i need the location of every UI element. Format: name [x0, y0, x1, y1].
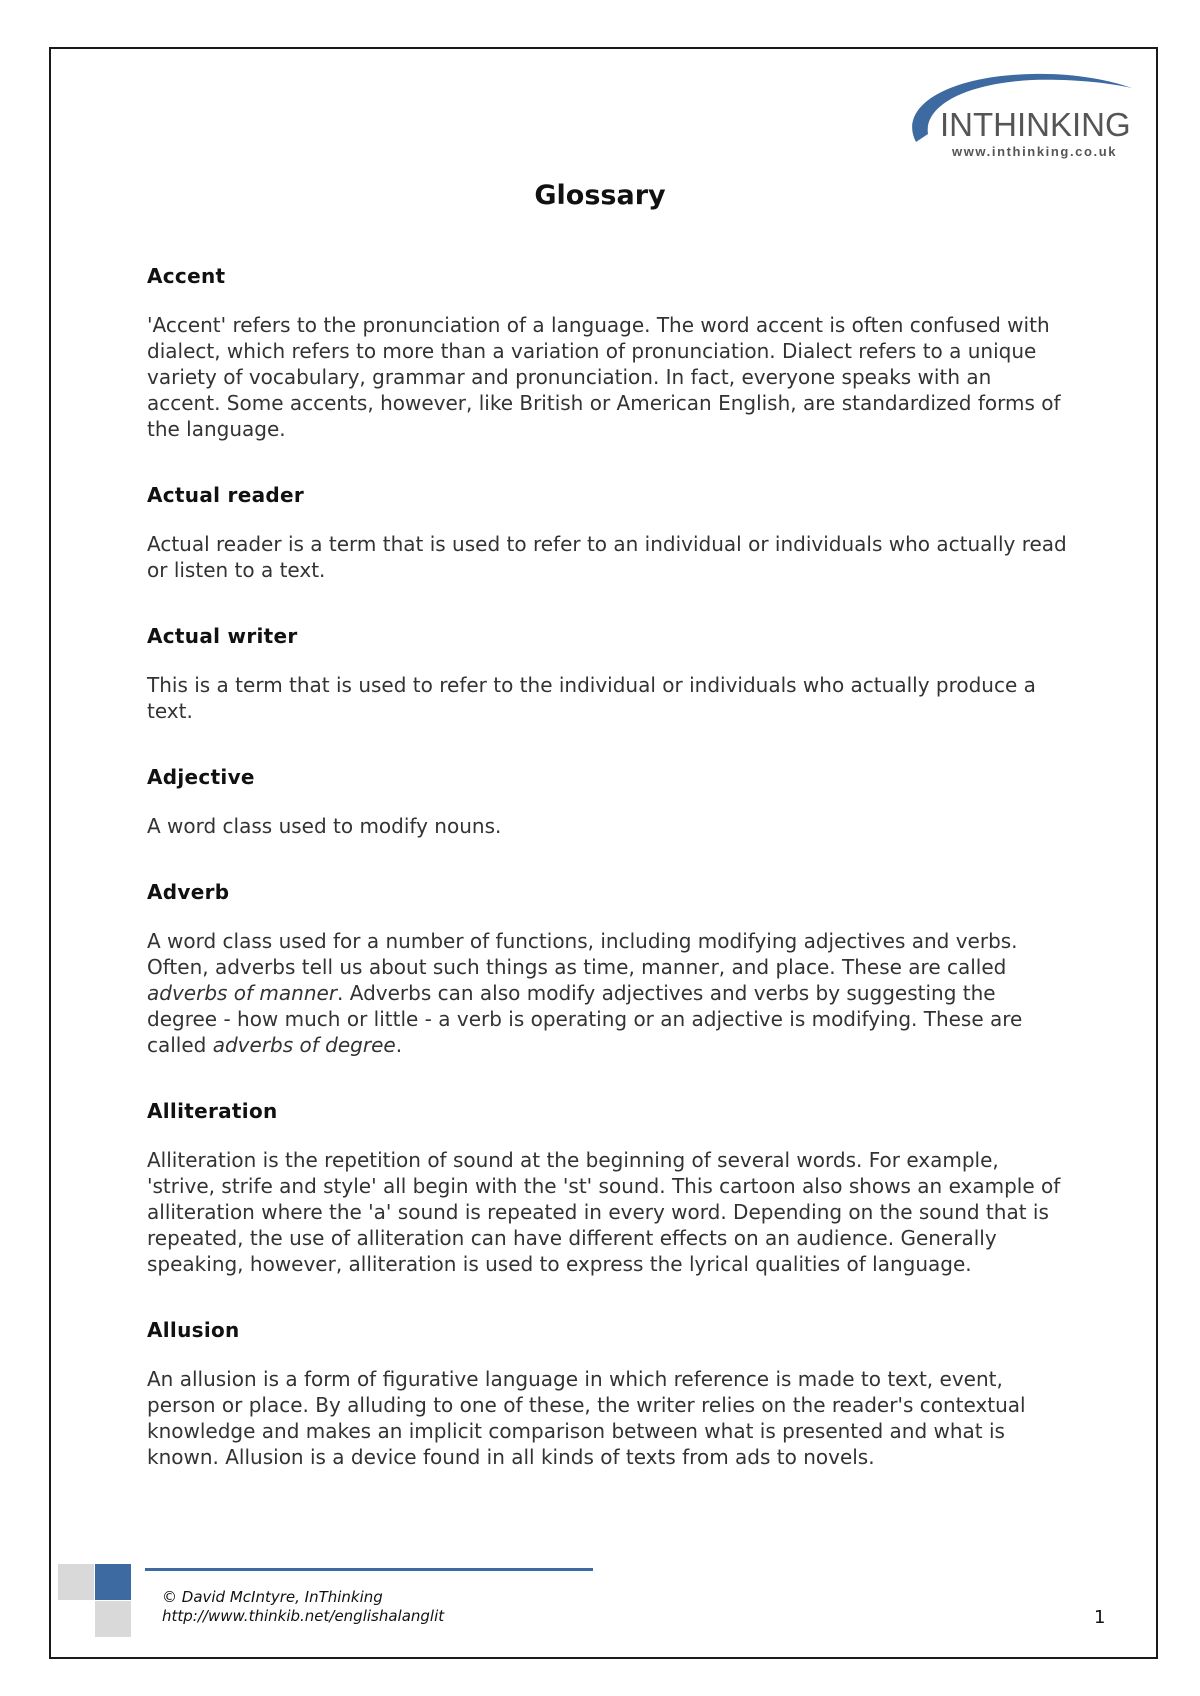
glossary-entry: [147, 624, 1067, 724]
page-number: 1: [1094, 1607, 1106, 1628]
footer-url: http://www.thinkib.net/englishalanglit: [162, 1607, 445, 1625]
glossary-entry: [147, 880, 1067, 1058]
definition-text: . Adverbs can also modify adjectives and verbs by suggesting the degree - how much or little - a verb is operating or an adjective is modifying. These are called: [147, 981, 1023, 1057]
entry-term: Allusion: [147, 1318, 240, 1342]
svg-text:www.inthinking.co.uk: www.inthinking.co.uk: [952, 144, 1118, 159]
entry-term: Adjective: [147, 765, 255, 789]
entry-term: Actual reader: [147, 483, 305, 507]
svg-text:INTHINKING: INTHINKING: [940, 106, 1131, 143]
entry-definition: Actual reader is a term that is used to refer to an individual or individuals who actually read or listen to a text.: [147, 532, 1067, 582]
glossary-entry: [147, 264, 1067, 442]
inthinking-logo: [904, 68, 1136, 164]
entry-definition: [147, 928, 1067, 1058]
entry-definition: This is a term that is used to refer to the individual or individuals who actually produce a text.: [147, 673, 1036, 723]
definition-text: .: [395, 1033, 403, 1057]
entry-term: Adverb: [147, 880, 230, 904]
entry-definition: A word class used to modify nouns.: [147, 814, 502, 838]
entry-term: Alliteration: [147, 1099, 278, 1123]
glossary-entry: [147, 483, 1067, 583]
footer-credits: [162, 1588, 444, 1626]
glossary-entry: [147, 1318, 1067, 1470]
entry-definition: An allusion is a form of figurative language in which reference is made to text, event, person or place. By alluding to one of these, the writer relies on the reader's contextual knowledge and makes an implicit comparison between what is presented and what is known. Allusion is a device found in all kinds of texts from ads to novels.: [147, 1367, 1026, 1469]
entry-definition: 'Accent' refers to the pronunciation of a language. The word accent is often confused with dialect, which refers to more than a variation of pronunciation. Dialect refers to a unique variety of vocabulary, grammar and pronunciation. In fact, everyone speaks with an accent. Some accents, however, like British or American English, are standardized forms of the language.: [147, 313, 1061, 441]
footer-rule: [145, 1568, 593, 1571]
entry-definition: Alliteration is the repetition of sound at the beginning of several words. For example, 'strive, strife and style' all begin with the 'st' sound. This cartoon also shows an example of alliteration where the 'a' sound is repeated in every word. Depending on the sound that is repeated, the use of alliteration can have different effects on an audience. Generally speaking, however, alliteration is used to express the lyrical qualities of language.: [147, 1148, 1061, 1276]
footer-copyright: © David McIntyre, InThinking: [162, 1588, 383, 1606]
definition-emphasis: adverbs of manner: [147, 981, 338, 1005]
entry-term: Accent: [147, 264, 226, 288]
page-title: Glossary: [534, 180, 666, 211]
footer-decor-square: [58, 1564, 94, 1600]
glossary-entry: [147, 765, 1067, 839]
definition-emphasis: adverbs of degree: [212, 1033, 396, 1057]
footer-decor-square: [95, 1601, 131, 1637]
definition-text: A word class used for a number of functions, including modifying adjectives and verbs. Often, adverbs tell us about such things as time, manner, and place. These are called: [147, 929, 1018, 979]
glossary-content: [147, 264, 1067, 1511]
entry-term: Actual writer: [147, 624, 298, 648]
footer-decor-square: [95, 1564, 131, 1600]
glossary-entry: [147, 1099, 1067, 1277]
